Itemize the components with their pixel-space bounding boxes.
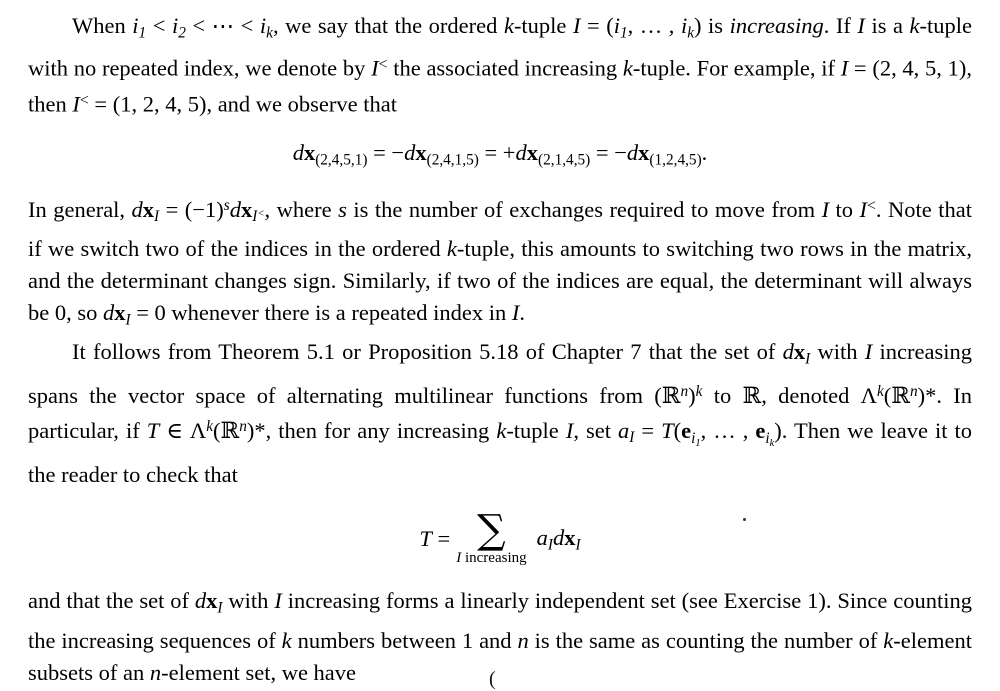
equation-dx-signs: $dx_{(2,4,5,1)} = -dx_{(2,4,1,5)} = +dx_{(2,1,4,5)} = -dx_{(1,2,4,5)}$. xyxy=(292,139,708,168)
paragraph-3: It follows from Theorem 5.1 or Proposition 5.18 of Chapter 7 that the set of $dx_I$ with I increasing spans the vector space of alternating multilinear functions from (ℝ$^n$)$^k$ to ℝ, denoted $\Lambda^k(ℝ^n)*$. In particular, if T ∈ $\Lambda^k(ℝ^n)*$, then for any increasing k-tuple I, set $a_I = T(e_{i_1}$, … , $e_{i_k}$). Then we leave it to the reader to check that xyxy=(28,339,972,488)
clipped-equation-footer: ( xyxy=(489,668,497,690)
paragraph-1: When $i_1 < i_2$ < ⋯ < $i_k$, we say that the ordered k-tuple $I = (i_1$, … , $i_k$) is increasing. If I is a k-tuple with no repeated index, we denote by I< the associated increasing k-tuple. For example, if I = (2, 4, 5, 1), then I< = (1, 2, 4, 5), and we observe that xyxy=(28,13,972,117)
stray-ink-mark xyxy=(743,518,746,521)
paragraph-2: In general, $dx_I = (-1)^sdx_{I^<}$, where s is the number of exchanges required to move from I to I<. Note that if we switch two of the indices in the ordered k-tuple, this amounts to switching two rows in the matrix, and the determinant changes sign. Similarly, if two of the indices are equal, the determinant will always be 0, so $dx_I = 0$ whenever there is a repeated index in I. xyxy=(28,196,973,329)
text-column xyxy=(28,10,972,689)
equation-T-sum: T = ∑ I increasing $a_Idx_I$ xyxy=(419,507,581,567)
paragraph-4: and that the set of $dx_I$ with I increasing forms a linearly independent set (see Exercise 1). Since counting the increasing sequences of k numbers between 1 and n is the same as counting the number of k-element subsets of an n-element set, we have xyxy=(28,588,973,685)
summation-symbol: ∑ I increasing xyxy=(456,507,527,567)
